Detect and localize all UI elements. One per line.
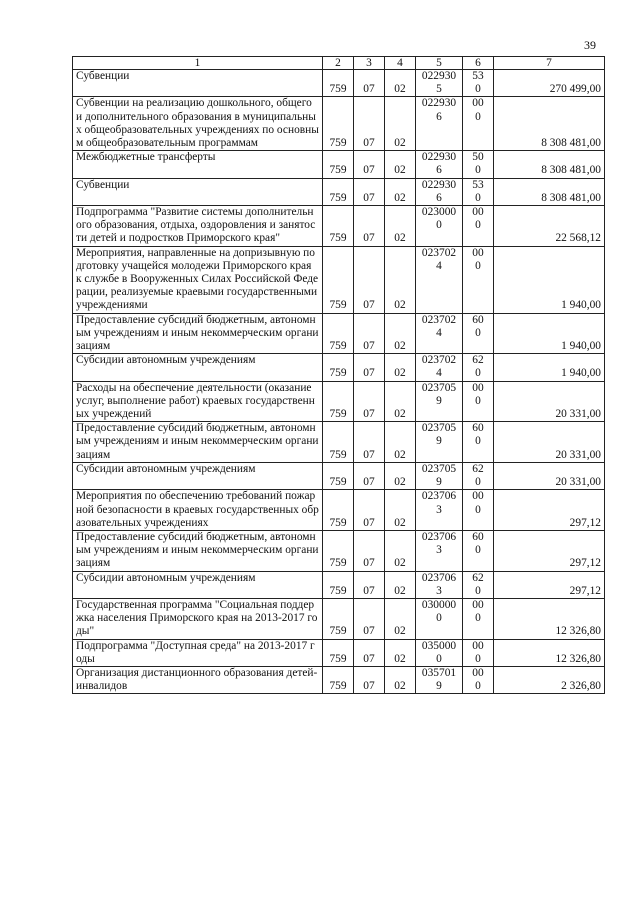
amount-cell <box>494 381 605 422</box>
expense-type-cell <box>463 70 494 97</box>
target-article-cell-text: 0300000 <box>421 598 457 625</box>
section-cell <box>354 206 385 247</box>
target-article-cell <box>416 422 463 463</box>
target-article-cell <box>416 178 463 205</box>
admin-code-cell-text: 759 <box>329 367 347 380</box>
column-header-6: 6 <box>463 57 494 70</box>
expense-type-cell-text: 620 <box>472 462 484 489</box>
row-name-cell <box>73 70 323 97</box>
section-cell-text: 07 <box>363 584 375 597</box>
expense-type-cell-text: 000 <box>472 97 484 123</box>
expense-type-cell <box>463 666 494 693</box>
section-cell-text: 07 <box>363 680 375 693</box>
admin-code-cell <box>323 666 354 693</box>
admin-code-cell <box>323 70 354 97</box>
target-article-cell <box>416 598 463 639</box>
table-row <box>73 639 605 666</box>
subsection-cell-text: 02 <box>394 584 406 597</box>
target-article-cell-text: 0229306 <box>421 151 457 177</box>
expense-type-cell <box>463 151 494 178</box>
amount-cell-text: 22 568,12 <box>555 232 601 245</box>
target-article-cell-text: 0237063 <box>421 490 457 516</box>
row-name-cell-text: Субвенции на реализацию дошкольного, общего и дополнительного образования в муниципальных общеобразовательных учреждениях по основным общеобразовательным программам <box>76 97 319 150</box>
target-article-cell-text: 0230000 <box>421 206 457 232</box>
table-row <box>73 462 605 489</box>
target-article-cell <box>416 97 463 151</box>
subsection-cell-text: 02 <box>394 652 406 665</box>
column-header-7: 7 <box>494 57 605 70</box>
section-cell-text: 07 <box>363 652 375 665</box>
section-cell <box>354 246 385 313</box>
expense-type-cell <box>463 462 494 489</box>
amount-cell <box>494 639 605 666</box>
target-article-cell-text: 0229306 <box>421 97 457 123</box>
section-cell <box>354 422 385 463</box>
admin-code-cell <box>323 462 354 489</box>
target-article-cell <box>416 151 463 178</box>
admin-code-cell-text: 759 <box>329 680 347 693</box>
admin-code-cell-text: 759 <box>329 191 347 204</box>
admin-code-cell <box>323 151 354 178</box>
amount-cell-text: 12 326,80 <box>555 652 601 665</box>
expense-type-cell <box>463 97 494 151</box>
expense-type-cell <box>463 206 494 247</box>
admin-code-cell <box>323 381 354 422</box>
subsection-cell-text: 02 <box>394 680 406 693</box>
target-article-cell-text: 0237059 <box>421 381 457 407</box>
admin-code-cell <box>323 354 354 381</box>
admin-code-cell <box>323 571 354 598</box>
section-cell <box>354 97 385 151</box>
section-cell-text: 07 <box>363 340 375 353</box>
amount-cell <box>494 313 605 354</box>
row-name-cell-text: Мероприятия по обеспечению требований пожарной безопасности в краевых государственных образовательных учреждениях <box>76 490 319 529</box>
row-name-cell <box>73 381 323 422</box>
expense-type-cell-text: 530 <box>472 178 484 204</box>
target-article-cell <box>416 639 463 666</box>
subsection-cell <box>385 381 416 422</box>
target-article-cell <box>416 354 463 381</box>
row-name-cell <box>73 246 323 313</box>
row-name-cell <box>73 178 323 205</box>
target-article-cell-text: 0237024 <box>421 246 457 272</box>
row-name-cell-text: Субсидии автономным учреждениям <box>76 462 256 475</box>
row-name-cell-text: Организация дистанционного образования детей-инвалидов <box>76 666 318 693</box>
amount-cell <box>494 151 605 178</box>
admin-code-cell <box>323 490 354 531</box>
admin-code-cell-text: 759 <box>329 164 347 177</box>
row-name-cell-text: Субсидии автономным учреждениям <box>76 354 256 367</box>
table-row <box>73 313 605 354</box>
row-name-cell <box>73 422 323 463</box>
row-name-cell-text: Подпрограмма "Развитие системы дополнительного образования, отдыха, оздоровления и занятости детей и подростков Приморского края" <box>76 206 316 245</box>
section-cell-text: 07 <box>363 83 375 96</box>
section-cell-text: 07 <box>363 191 375 204</box>
subsection-cell-text: 02 <box>394 408 406 421</box>
row-name-cell <box>73 530 323 571</box>
subsection-cell <box>385 354 416 381</box>
row-name-cell <box>73 151 323 178</box>
subsection-cell <box>385 462 416 489</box>
target-article-cell <box>416 571 463 598</box>
amount-cell <box>494 178 605 205</box>
section-cell <box>354 598 385 639</box>
row-name-cell-text: Субвенции <box>76 178 130 191</box>
table-row <box>73 178 605 205</box>
expense-type-cell <box>463 571 494 598</box>
target-article-cell <box>416 70 463 97</box>
subsection-cell-text: 02 <box>394 516 406 529</box>
budget-table <box>72 56 605 694</box>
admin-code-cell <box>323 97 354 151</box>
expense-type-cell-text: 000 <box>472 490 484 516</box>
row-name-cell-text: Субвенции <box>76 70 130 82</box>
table-row <box>73 530 605 571</box>
admin-code-cell-text: 759 <box>329 299 347 312</box>
amount-cell <box>494 354 605 381</box>
amount-cell-text: 297,12 <box>569 557 601 570</box>
subsection-cell-text: 02 <box>394 476 406 489</box>
section-cell-text: 07 <box>363 164 375 177</box>
admin-code-cell-text: 759 <box>329 584 347 597</box>
expense-type-cell <box>463 639 494 666</box>
amount-cell <box>494 422 605 463</box>
expense-type-cell-text: 000 <box>472 666 484 693</box>
section-cell-text: 07 <box>363 232 375 245</box>
row-name-cell-text: Предоставление субсидий бюджетным, автономным учреждениям и иным некоммерческим организациям <box>76 422 319 461</box>
target-article-cell-text: 0237024 <box>421 313 457 339</box>
table-row <box>73 381 605 422</box>
amount-cell <box>494 70 605 97</box>
subsection-cell <box>385 70 416 97</box>
table-row <box>73 422 605 463</box>
subsection-cell <box>385 151 416 178</box>
subsection-cell <box>385 422 416 463</box>
admin-code-cell <box>323 639 354 666</box>
amount-cell-text: 270 499,00 <box>549 83 601 96</box>
expense-type-cell <box>463 530 494 571</box>
expense-type-cell <box>463 381 494 422</box>
subsection-cell <box>385 639 416 666</box>
subsection-cell <box>385 246 416 313</box>
amount-cell <box>494 490 605 531</box>
admin-code-cell <box>323 178 354 205</box>
subsection-cell-text: 02 <box>394 340 406 353</box>
target-article-cell <box>416 666 463 693</box>
target-article-cell-text: 0237063 <box>421 571 457 597</box>
amount-cell-text: 8 308 481,00 <box>541 137 601 150</box>
column-header-2: 2 <box>323 57 354 70</box>
admin-code-cell-text: 759 <box>329 408 347 421</box>
target-article-cell <box>416 313 463 354</box>
expense-type-cell-text: 530 <box>472 70 484 96</box>
amount-cell-text: 2 326,80 <box>561 680 601 693</box>
expense-type-cell-text: 600 <box>472 422 484 448</box>
section-cell-text: 07 <box>363 516 375 529</box>
subsection-cell <box>385 97 416 151</box>
expense-type-cell <box>463 246 494 313</box>
subsection-cell-text: 02 <box>394 137 406 150</box>
row-name-cell-text: Государственная программа "Социальная поддержка населения Приморского края на 2013-2017 годы" <box>76 598 318 638</box>
row-name-cell-text: Предоставление субсидий бюджетным, автономным учреждениям и иным некоммерческим организациям <box>76 530 319 570</box>
amount-cell-text: 20 331,00 <box>555 476 601 489</box>
expense-type-cell <box>463 490 494 531</box>
admin-code-cell-text: 759 <box>329 625 347 638</box>
table-row <box>73 97 605 151</box>
section-cell-text: 07 <box>363 408 375 421</box>
amount-cell-text: 12 326,80 <box>555 625 601 638</box>
row-name-cell-text: Субсидии автономным учреждениям <box>76 571 256 584</box>
amount-cell <box>494 206 605 247</box>
target-article-cell-text: 0237063 <box>421 530 457 557</box>
row-name-cell <box>73 490 323 531</box>
subsection-cell <box>385 490 416 531</box>
expense-type-cell <box>463 313 494 354</box>
section-cell-text: 07 <box>363 625 375 638</box>
expense-type-cell-text: 000 <box>472 381 484 407</box>
section-cell <box>354 70 385 97</box>
section-cell <box>354 354 385 381</box>
expense-type-cell-text: 000 <box>472 246 484 272</box>
expense-type-cell-text: 000 <box>472 598 484 625</box>
subsection-cell-text: 02 <box>394 625 406 638</box>
section-cell <box>354 490 385 531</box>
table-row <box>73 246 605 313</box>
subsection-cell <box>385 206 416 247</box>
amount-cell <box>494 462 605 489</box>
table-row <box>73 151 605 178</box>
section-cell <box>354 571 385 598</box>
subsection-cell-text: 02 <box>394 557 406 570</box>
expense-type-cell <box>463 354 494 381</box>
admin-code-cell <box>323 598 354 639</box>
amount-cell-text: 1 940,00 <box>561 340 601 353</box>
row-name-cell-text: Межбюджетные трансферты <box>76 151 216 164</box>
target-article-cell-text: 0237059 <box>421 422 457 448</box>
target-article-cell-text: 0350000 <box>421 639 457 665</box>
section-cell <box>354 151 385 178</box>
table-row <box>73 70 605 97</box>
admin-code-cell <box>323 422 354 463</box>
amount-cell-text: 297,12 <box>569 584 601 597</box>
subsection-cell-text: 02 <box>394 448 406 461</box>
row-name-cell <box>73 462 323 489</box>
row-name-cell-text: Подпрограмма "Доступная среда" на 2013-2017 годы <box>76 639 315 665</box>
section-cell-text: 07 <box>363 367 375 380</box>
admin-code-cell <box>323 246 354 313</box>
expense-type-cell-text: 600 <box>472 313 484 339</box>
expense-type-cell-text: 600 <box>472 530 484 557</box>
expense-type-cell-text: 000 <box>472 206 484 232</box>
amount-cell-text: 8 308 481,00 <box>541 191 601 204</box>
table-row <box>73 490 605 531</box>
row-name-cell-text: Предоставление субсидий бюджетным, автономным учреждениям и иным некоммерческим организациям <box>76 313 319 353</box>
amount-cell <box>494 246 605 313</box>
amount-cell-text: 20 331,00 <box>555 448 601 461</box>
section-cell-text: 07 <box>363 476 375 489</box>
admin-code-cell-text: 759 <box>329 137 347 150</box>
target-article-cell <box>416 462 463 489</box>
amount-cell-text: 297,12 <box>569 516 601 529</box>
target-article-cell <box>416 206 463 247</box>
admin-code-cell-text: 759 <box>329 340 347 353</box>
row-name-cell <box>73 598 323 639</box>
subsection-cell <box>385 666 416 693</box>
amount-cell <box>494 97 605 151</box>
column-header-1: 1 <box>73 57 323 70</box>
target-article-cell-text: 0357019 <box>421 666 457 693</box>
table-row <box>73 354 605 381</box>
target-article-cell-text: 0229306 <box>421 178 457 204</box>
amount-cell-text: 20 331,00 <box>555 408 601 421</box>
amount-cell <box>494 571 605 598</box>
section-cell-text: 07 <box>363 448 375 461</box>
admin-code-cell-text: 759 <box>329 448 347 461</box>
admin-code-cell-text: 759 <box>329 476 347 489</box>
subsection-cell-text: 02 <box>394 232 406 245</box>
row-name-cell <box>73 97 323 151</box>
expense-type-cell <box>463 422 494 463</box>
target-article-cell-text: 0229305 <box>421 70 457 96</box>
row-name-cell-text: Расходы на обеспечение деятельности (оказание услуг, выполнение работ) краевых государственных учреждений <box>76 381 315 421</box>
admin-code-cell <box>323 313 354 354</box>
admin-code-cell-text: 759 <box>329 232 347 245</box>
subsection-cell <box>385 530 416 571</box>
page-number: 39 <box>584 38 596 52</box>
subsection-cell <box>385 571 416 598</box>
table-body <box>73 70 605 694</box>
subsection-cell-text: 02 <box>394 191 406 204</box>
expense-type-cell-text: 620 <box>472 354 484 380</box>
subsection-cell-text: 02 <box>394 299 406 312</box>
admin-code-cell <box>323 530 354 571</box>
section-cell <box>354 530 385 571</box>
amount-cell <box>494 666 605 693</box>
amount-cell-text: 1 940,00 <box>561 367 601 380</box>
section-cell-text: 07 <box>363 557 375 570</box>
header-row <box>73 57 605 70</box>
section-cell <box>354 666 385 693</box>
admin-code-cell-text: 759 <box>329 652 347 665</box>
amount-cell-text: 8 308 481,00 <box>541 164 601 177</box>
amount-cell-text: 1 940,00 <box>561 299 601 312</box>
admin-code-cell-text: 759 <box>329 83 347 96</box>
column-header-3: 3 <box>354 57 385 70</box>
row-name-cell <box>73 666 323 693</box>
admin-code-cell-text: 759 <box>329 557 347 570</box>
amount-cell <box>494 530 605 571</box>
row-name-cell <box>73 354 323 381</box>
expense-type-cell-text: 500 <box>472 151 484 177</box>
row-name-cell-text: Мероприятия, направленные на допризывную подготовку учащейся молодежи Приморского края к службе в Вооруженных Силах Российской Федерации, реализуемые краевыми государственными учреждениями <box>76 246 319 312</box>
subsection-cell-text: 02 <box>394 83 406 96</box>
table-row <box>73 598 605 639</box>
subsection-cell-text: 02 <box>394 367 406 380</box>
expense-type-cell <box>463 598 494 639</box>
expense-type-cell <box>463 178 494 205</box>
section-cell <box>354 178 385 205</box>
column-header-4: 4 <box>385 57 416 70</box>
target-article-cell <box>416 381 463 422</box>
section-cell <box>354 462 385 489</box>
table-row <box>73 206 605 247</box>
table-row <box>73 666 605 693</box>
admin-code-cell-text: 759 <box>329 516 347 529</box>
expense-type-cell-text: 620 <box>472 571 484 597</box>
amount-cell <box>494 598 605 639</box>
subsection-cell <box>385 598 416 639</box>
section-cell-text: 07 <box>363 299 375 312</box>
section-cell <box>354 639 385 666</box>
section-cell <box>354 313 385 354</box>
target-article-cell-text: 0237059 <box>421 462 457 489</box>
row-name-cell <box>73 639 323 666</box>
expense-type-cell-text: 000 <box>472 639 484 665</box>
row-name-cell <box>73 571 323 598</box>
column-header-5: 5 <box>416 57 463 70</box>
subsection-cell <box>385 178 416 205</box>
target-article-cell <box>416 530 463 571</box>
target-article-cell <box>416 490 463 531</box>
row-name-cell <box>73 206 323 247</box>
target-article-cell-text: 0237024 <box>421 354 457 380</box>
subsection-cell-text: 02 <box>394 164 406 177</box>
row-name-cell <box>73 313 323 354</box>
target-article-cell <box>416 246 463 313</box>
admin-code-cell <box>323 206 354 247</box>
section-cell <box>354 381 385 422</box>
subsection-cell <box>385 313 416 354</box>
table-row <box>73 571 605 598</box>
section-cell-text: 07 <box>363 137 375 150</box>
